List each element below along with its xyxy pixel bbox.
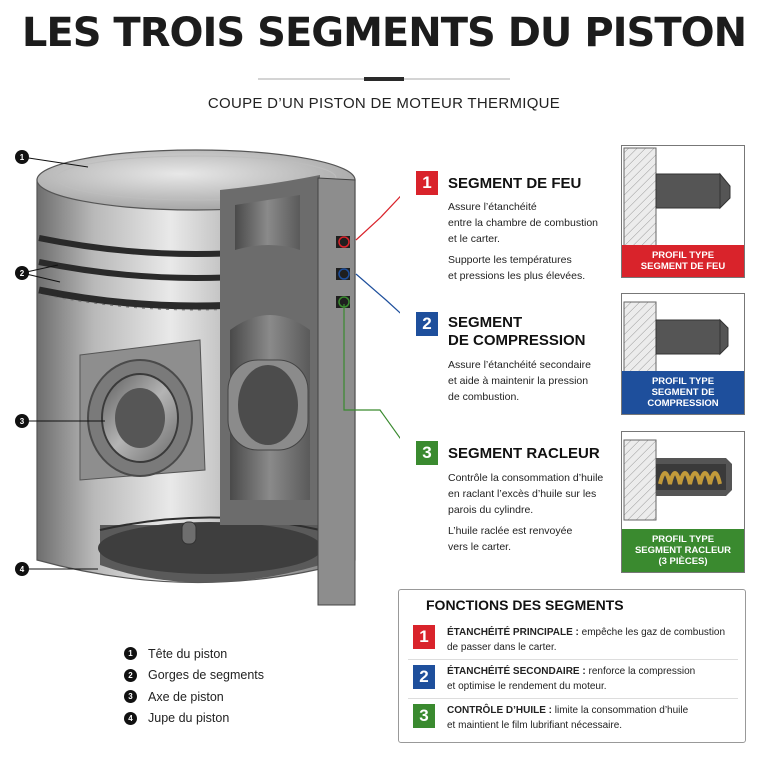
callout-3: 3 (15, 414, 29, 428)
function-1-text: ÉTANCHÉITÉ PRINCIPALE : empêche les gaz de combustion de passer dans le carter. (447, 627, 726, 653)
profile-1-label: PROFIL TYPE SEGMENT DE FEU (622, 245, 744, 277)
segment-2-description: Assure l’étanchéité secondaire et aide à maintenir la pression de combustion. (448, 359, 592, 403)
page-subtitle: COUPE D’UN PISTON DE MOTEUR THERMIQUE (207, 95, 561, 112)
function-3-number: 3 (413, 704, 435, 728)
callout-4: 4 (15, 562, 29, 576)
profile-segment-de-feu (621, 145, 745, 278)
function-divider (408, 659, 738, 660)
callout-1: 1 (15, 150, 29, 164)
page-title: LES TROIS SEGMENTS DU PISTON (21, 10, 747, 56)
segment-3-description: Contrôle la consommation d’huile en raclant l’excès d’huile sur les parois du cylindre. L’huile raclée est renvoyée vers le carter. (448, 472, 604, 553)
segment-3-title: SEGMENT RACLEUR (448, 445, 600, 462)
legend-item: 2 Gorges de segments (124, 665, 264, 687)
segment-2-title: SEGMENT DE COMPRESSION (448, 314, 586, 349)
function-2-text: ÉTANCHÉITÉ SECONDAIRE : renforce la compression et optimise le rendement du moteur. (447, 666, 696, 692)
profile-segment-compression (621, 293, 745, 415)
functions-title: FONCTIONS DES SEGMENTS (426, 597, 624, 613)
segment-3-number: 3 (416, 441, 438, 465)
function-3-text: CONTRÔLE D’HUILE : limite la consommation d’huile et maintient le film lubrifiant nécessaire. (447, 705, 689, 731)
segment-1-description: Assure l’étanchéité entre la chambre de combustion et le carter. Supporte les températures et pressions les plus élevées. (448, 201, 598, 282)
legend-item: 4 Jupe du piston (124, 708, 264, 730)
profile-2-label: PROFIL TYPE SEGMENT DE COMPRESSION (622, 371, 744, 414)
function-1-number: 1 (413, 625, 435, 649)
title-divider-accent (364, 77, 404, 81)
segment-1-number: 1 (416, 171, 438, 195)
piston-illustration (0, 120, 400, 620)
legend-item: 3 Axe de piston (124, 686, 264, 708)
function-divider (408, 698, 738, 699)
segment-1-title: SEGMENT DE FEU (448, 175, 582, 192)
segment-2-number: 2 (416, 312, 438, 336)
function-2-number: 2 (413, 665, 435, 689)
legend-item: 1 Tête du piston (124, 643, 264, 665)
legend (124, 643, 264, 729)
callout-2: 2 (15, 266, 29, 280)
profile-segment-racleur (621, 431, 745, 573)
profile-3-label: PROFIL TYPE SEGMENT RACLEUR (3 PIÈCES) (622, 529, 744, 572)
